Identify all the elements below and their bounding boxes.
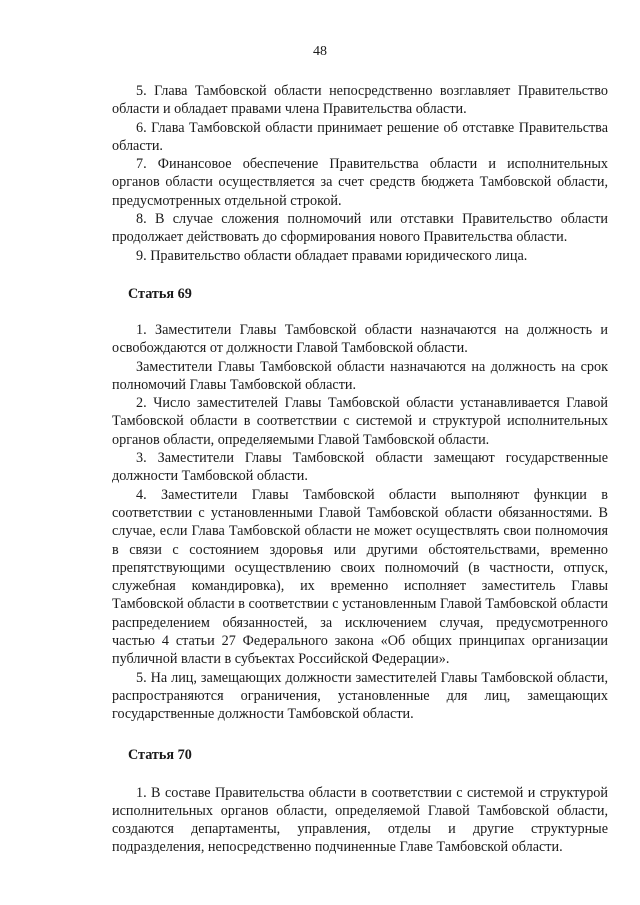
paragraph-68-8: 8. В случае сложения полномочий или отставки Правительство области продолжает действовать до сформирования нового Правительства области. — [112, 211, 608, 246]
paragraph-69-3: 3. Заместители Главы Тамбовской области замещают государственные должности Тамбовской области. — [112, 450, 608, 485]
paragraph-69-1b: Заместители Главы Тамбовской области назначаются на должность на срок полномочий Главы Тамбовской области. — [112, 358, 608, 393]
document-body — [112, 82, 608, 857]
article-70-heading: Статья 70 — [128, 746, 192, 763]
page-number: 48 — [313, 44, 327, 59]
paragraph-68-6: 6. Глава Тамбовской области принимает решение об отставке Правительства области. — [112, 119, 608, 154]
paragraph-68-5: 5. Глава Тамбовской области непосредственно возглавляет Правительство области и обладает правами члена Правительства области. — [112, 83, 608, 118]
paragraph-69-2: 2. Число заместителей Главы Тамбовской области устанавливается Главой Тамбовской области в соответствии с системой и структурой исполнительных органов области, определяемыми Главой Тамбовской области. — [112, 395, 608, 448]
paragraph-70-1: 1. В составе Правительства области в соответствии с системой и структурой исполнительных органов области, определяемой Главой Тамбовской области, создаются департаменты, управления, отделы и другие структурные подразделения, непосредственно подчиненные Главе Тамбовской области. — [112, 784, 608, 856]
paragraph-68-7: 7. Финансовое обеспечение Правительства области и исполнительных органов области осуществляется за счет средств бюджета Тамбовской области, предусмотренных отдельной строкой. — [112, 156, 608, 209]
paragraph-69-1: 1. Заместители Главы Тамбовской области назначаются на должность и освобождаются от должности Главой Тамбовской области. — [112, 321, 608, 357]
paragraph-69-4: 4. Заместители Главы Тамбовской области выполняют функции в соответствии с установленными Главой Тамбовской области обязанностями. В случае, если Глава Тамбовской области не может осуществлять свои полномочия в связи с состоянием здоровья или другими обстоятельствами, временно препятствующими осуществлению своих полномочий (в частности, отпуск, служебная командировка), их временно исполняет заместитель Главы Тамбовской области в соответствии с установленным Главой Тамбовской области распределением обязанностей, за исключением случая, предусмотренного частью 4 статьи 27 Федерального закона «Об общих принципах организации публичной власти в субъектах Российской Федерации». — [112, 486, 608, 668]
paragraph-68-9: 9. Правительство области обладает правами юридического лица. — [136, 247, 528, 264]
article-69-heading: Статья 69 — [128, 285, 192, 302]
paragraph-69-5: 5. На лиц, замещающих должности заместителей Главы Тамбовской области, распространяются ограничения, установленные для лиц, замещающих государственные должности Тамбовской области. — [112, 669, 608, 723]
